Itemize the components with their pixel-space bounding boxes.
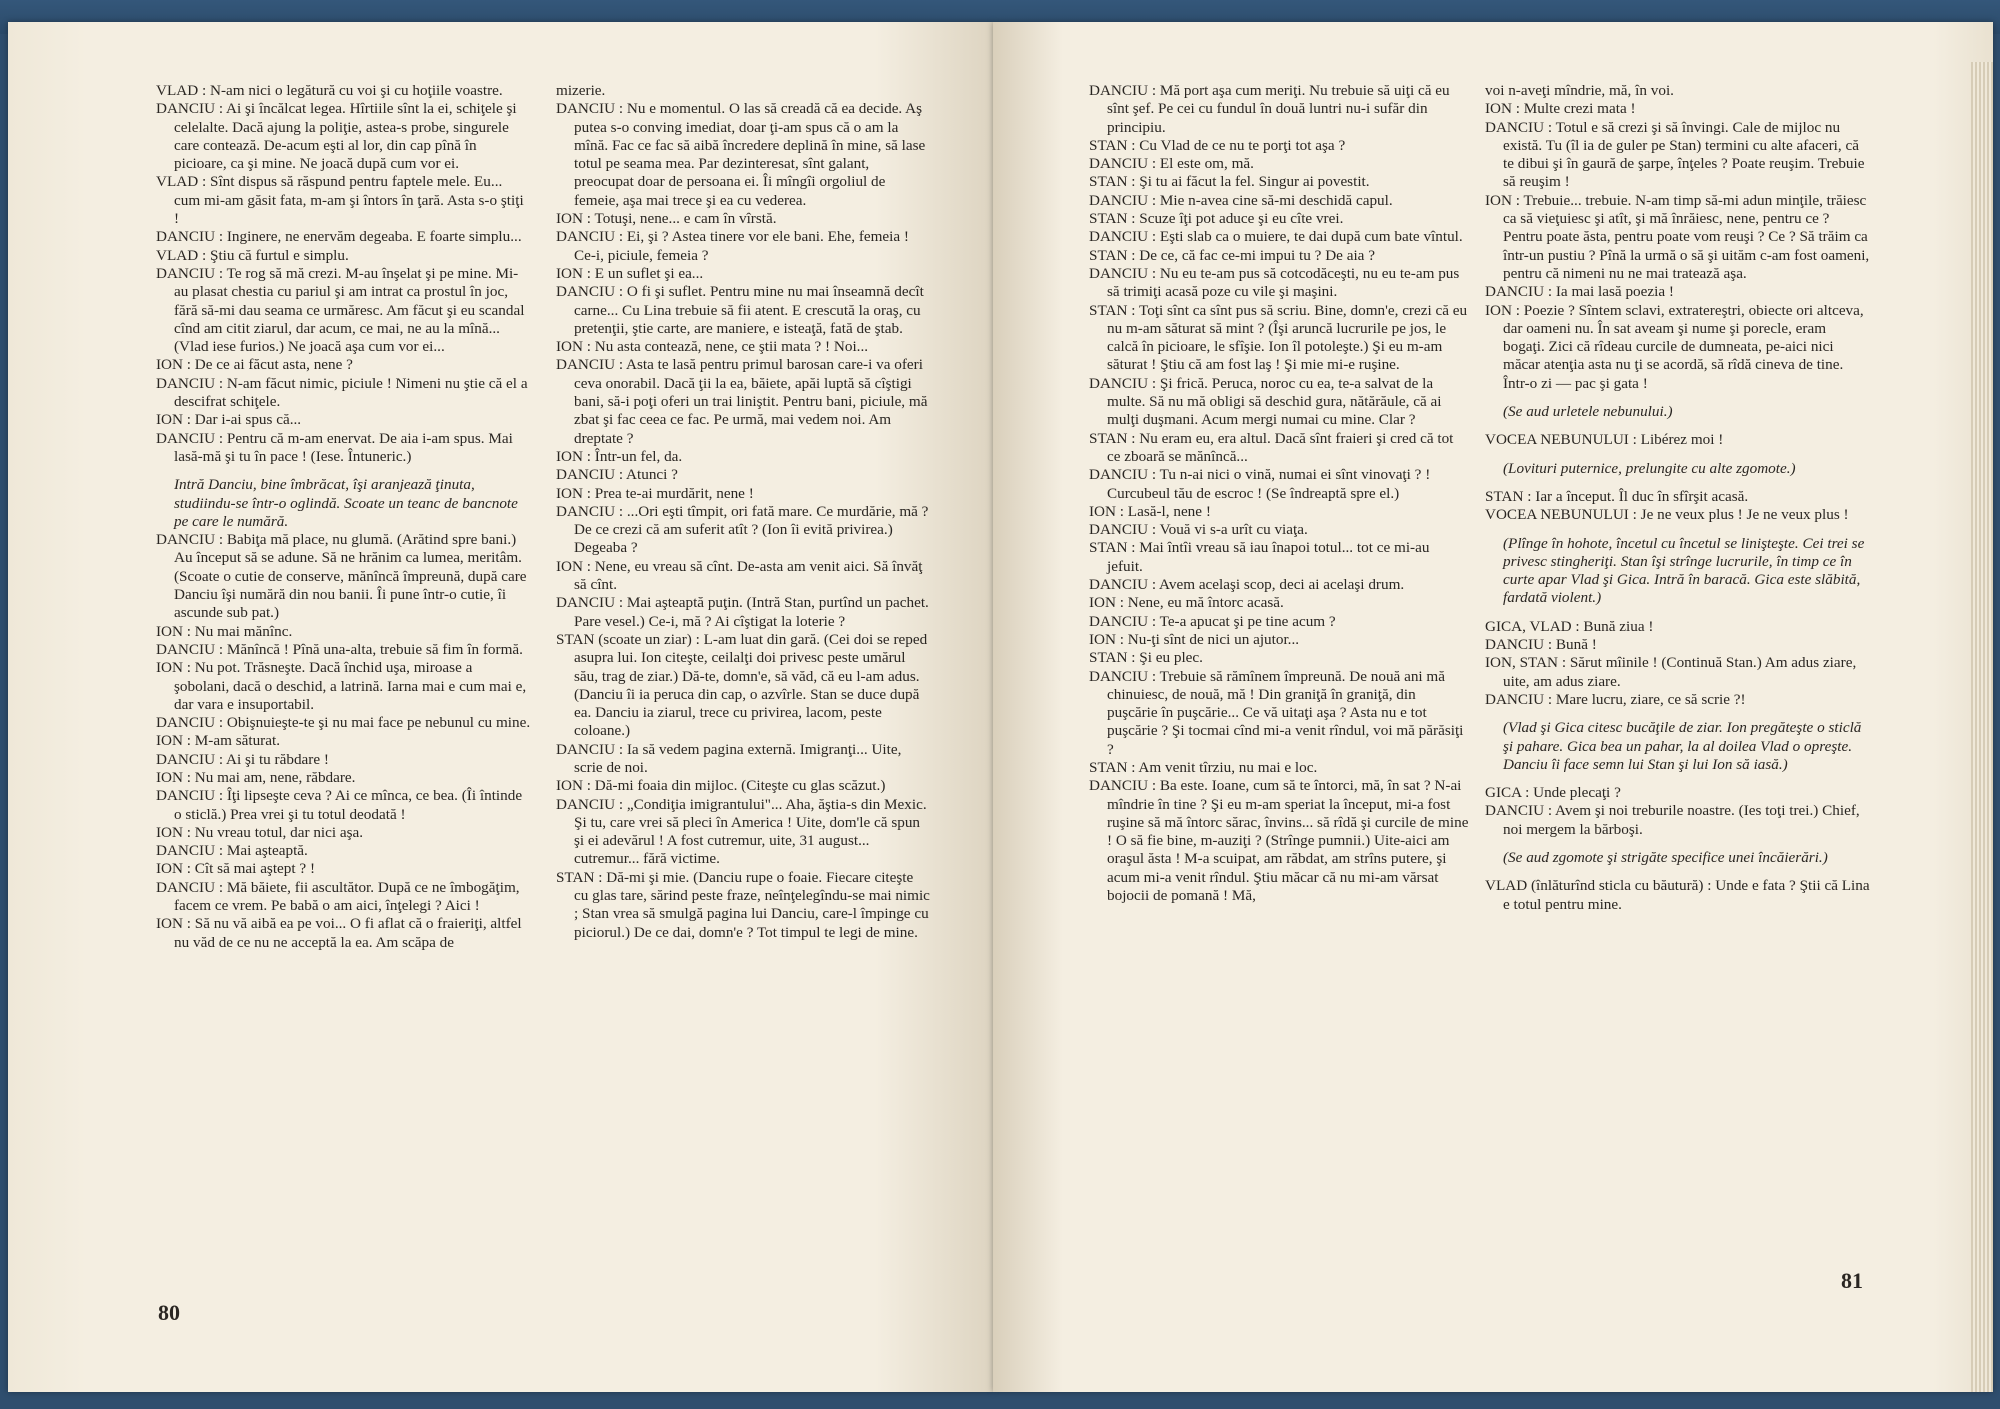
text-line: VOCEA NEBUNULUI : Libérez moi ! xyxy=(1485,431,1724,449)
text-line: (Vlad şi Gica citesc bucăţile de ziar. Ion pregăteşte o sticlă şi pahare. Gica bea un pahar, la al doilea Vlad o opreşte. Danciu îi face semn lui Stan şi lui Ion să iasă.) xyxy=(1503,719,1862,773)
text-line: ION : Nu pot. Trăsneşte. Dacă închid uşa, miroase a şobolani, dacă o deschid, a latrină. Iarna mai e cum mai e, dar vara e insuportabil. xyxy=(156,659,527,713)
text-line: DANCIU : Mai aşteaptă puţin. (Intră Stan, purtînd un pachet. Pare vesel.) Ce-i, mă ? Ai cîştigat la loterie ? xyxy=(556,594,929,630)
text-line: ION : Nene, eu vreau să cînt. De-asta am venit aici. Să învăţ să cînt. xyxy=(556,557,923,594)
text-line: ION : Nu asta contează, nene, ce ştii mata ? ! Noi... xyxy=(556,338,869,356)
text-line: ION : Lasă-l, nene ! xyxy=(1089,502,1211,520)
text-line: VOCEA NEBUNULUI : Je ne veux plus ! Je ne veux plus ! xyxy=(1485,506,1849,524)
page-number-left: 80 xyxy=(158,1300,180,1325)
text-line: GICA : Unde plecaţi ? xyxy=(1485,784,1621,802)
text-line: DANCIU : Avem şi noi treburile noastre. (Ies toţi trei.) Chief, noi mergem la bărboşi. xyxy=(1485,802,1860,838)
text-line: STAN : Mai întîi vreau să iau înapoi totul... tot ce mi-au jefuit. xyxy=(1089,539,1430,575)
text-line: DANCIU : Mai aşteaptă. xyxy=(156,842,308,860)
text-line: STAN (scoate un ziar) : L-am luat din gară. (Cei doi se reped asupra lui. Ion citeşte, ceilalţi doi privesc peste umărul său, trag de ziar.) Dă-te, domn'e, să văd, că eu l-am adus. (Danciu îi ia peruca din cap, o azvîrle. Stan se duce după ea. Danciu ia ziarul, trece cu privirea, lacom, peste coloane.) xyxy=(556,630,928,740)
text-line: VLAD : N-am nici o legătură cu voi şi cu hoţiile voastre. xyxy=(156,82,503,99)
text-line: DANCIU : El este om, mă. xyxy=(1089,155,1254,173)
right-page-column-1 xyxy=(1089,82,1469,905)
text-line: STAN : Şi tu ai făcut la fel. Singur ai povestit. xyxy=(1089,173,1370,191)
text-line: mizerie. xyxy=(556,82,606,99)
text-line: DANCIU : Vouă vi s-a urît cu viaţa. xyxy=(1089,521,1308,539)
text-line: DANCIU : Şi frică. Peruca, noroc cu ea, te-a salvat de la multe. Să nu mă obligi să deschid gura, nătărăule, că ai mulţi duşmani. Acum mergi numai cu mine. Clar ? xyxy=(1089,374,1442,429)
text-line: STAN : Scuze îţi pot aduce şi eu cîte vrei. xyxy=(1089,210,1344,228)
text-line: VLAD (înlăturînd sticla cu băutură) : Unde e fata ? Ştii că Lina e totul pentru mine. xyxy=(1485,877,1870,913)
text-line: STAN : Toţi sînt ca sînt pus să scriu. Bine, domn'e, crezi că eu nu m-am săturat să mint ? (Îşi aruncă lucrurile pe jos, le calcă în picioare, le sfîşie. Ion îl potoleşte.) Şi eu m-am săturat ! Ştiu că am fost laş ! Şi mie mi-e ruşine. xyxy=(1089,301,1468,374)
text-line: DANCIU : Ai şi încălcat legea. Hîrtiile sînt la ei, schiţele şi celelalte. Dacă ajung la poliţie, astea-s probe, singurele care contează. De-acum eşti al lor, din cap pînă în picioare, ca şi mine. Ne joacă după cum vor ei. xyxy=(156,100,517,173)
left-page-column-2 xyxy=(556,82,931,942)
text-line: DANCIU : Inginere, ne enervăm degeaba. E foarte simplu... xyxy=(156,228,522,246)
text-line: voi n-aveţi mîndrie, mă, în voi. xyxy=(1485,82,1674,99)
text-line: DANCIU : Eşti slab ca o muiere, te dai după cum bate vîntul. xyxy=(1089,228,1463,246)
text-line: ION : Să nu vă aibă ea pe voi... O fi aflat că o fraieriţi, altfel nu văd de ce nu ne acceptă la ea. Am scăpa de xyxy=(156,915,522,951)
text-line: DANCIU : Te-a apucat şi pe tine acum ? xyxy=(1089,612,1336,630)
text-line: DANCIU : Nu e momentul. O las să creadă că ea decide. Aş putea s-o conving imediat, doar ţi-am spus că o am la mînă. Fac ce fac să aibă încredere deplină în mine, să lase totul pe seama mea. Par dezinteresat, sînt galant, preocupat doar de persoana ei. Îi mîngîi orgoliul de femeie, aşa mai trece şi ea cu vederea. xyxy=(556,100,926,209)
text-line: ION : Dă-mi foaia din mijloc. (Citeşte cu glas scăzut.) xyxy=(556,777,886,795)
text-line: ION : Cît să mai aştept ? ! xyxy=(156,860,316,878)
text-line: STAN : Iar a început. Îl duc în sfîrşit acasă. xyxy=(1485,487,1749,505)
text-line: DANCIU : O fi şi suflet. Pentru mine nu mai înseamnă decît carne... Cu Lina trebuie să fii atent. E crescută la oraş, cu pretenţii, ştie carte, are maniere, e isteaţă, fată de ştab. xyxy=(556,283,924,337)
text-line: Intră Danciu, bine îmbrăcat, îşi aranjează ţinuta, studiindu-se într-o oglindă. Scoate un teanc de bancnote pe care le numără. xyxy=(174,476,518,530)
text-line: DANCIU : Trebuie să rămînem împreună. De nouă ani mă chinuiesc, de nouă, mă ! Din graniţă în graniţă, din puşcărie în puşcărie... Ce vă uitaţi aşa ? Asta nu e tot puşcărie ? Şi tocmai cînd mi-a venit rîndul, voi mă părăsiţi ? xyxy=(1089,667,1464,758)
text-line: DANCIU : Ai şi tu răbdare ! xyxy=(156,750,329,768)
right-page-column-2 xyxy=(1485,82,1870,914)
text-line: VLAD : Ştiu că furtul e simplu. xyxy=(156,246,349,264)
text-line: DANCIU : Avem acelaşi scop, deci ai acelaşi drum. xyxy=(1089,576,1405,594)
text-line: VLAD : Sînt dispus să răspund pentru faptele mele. Eu... cum mi-am găsit fata, m-am şi întors în ţară. Asta s-o ştiţi ! xyxy=(156,173,524,228)
text-line: DANCIU : Mănîncă ! Pînă una-alta, trebuie să fim în formă. xyxy=(156,640,523,658)
text-line: DANCIU : Mie n-avea cine să-mi deschidă capul. xyxy=(1089,191,1393,209)
text-line: DANCIU : ...Ori eşti tîmpit, ori fată mare. Ce murdărie, mă ? De ce crezi că am suferit atît ? (Ion îi evită privirea.) Degeaba ? xyxy=(556,502,929,557)
text-line: STAN : Dă-mi şi mie. (Danciu rupe o foaie. Fiecare citeşte cu glas tare, sărind peste fraze, neînţelegîndu-se mai nimic ; Stan vrea să smulgă pagina lui Danciu, care-l împinge cu piciorul.) De ce dai, domn'e ? Tot timpul te legi de mine. xyxy=(556,868,930,941)
text-line: DANCIU : Mă băiete, fii ascultător. După ce ne îmbogăţim, facem ce vrem. Pe babă o am aici, înţelegi ? Aici ! xyxy=(156,878,520,915)
text-line: STAN : Am venit tîrziu, nu mai e loc. xyxy=(1089,758,1318,776)
text-line: (Se aud urletele nebunului.) xyxy=(1503,403,1673,421)
text-line: ION : Nu vreau totul, dar nici aşa. xyxy=(156,823,364,841)
text-line: DANCIU : Babiţa mă place, nu glumă. (Arătind spre bani.) Au început să se adune. Să ne hrănim ca lumea, meritâm. (Scoate o cutie de conserve, mănîncă împreună, după care Danciu îşi numără din nou banii. Îi pune într-o cutie, îi ascunde sub pat.) xyxy=(156,531,527,622)
page-number-right: 81 xyxy=(1841,1268,1863,1293)
text-line: ION : Nene, eu mă întorc acasă. xyxy=(1089,594,1284,612)
text-line: DANCIU : Obişnuieşte-te şi nu mai face pe nebunul cu mine. xyxy=(156,714,531,732)
text-line: ION : Nu-ţi sînt de nici un ajutor... xyxy=(1089,630,1300,648)
left-page-column-1 xyxy=(156,82,531,952)
text-line: ION : Dar i-ai spus că... xyxy=(156,411,302,429)
text-line: DANCIU : Ei, şi ? Astea tinere vor ele bani. Ehe, femeia ! Ce-i, piciule, femeia ? xyxy=(556,228,909,264)
text-line: DANCIU : Îţi lipseşte ceva ? Ai ce mînca, ce bea. (Îi întinde o sticlă.) Prea vrei şi tu totul deodată ! xyxy=(156,787,523,823)
text-line: ION : Prea te-ai murdărit, nene ! xyxy=(556,484,754,502)
text-line: ION : Poezie ? Sîntem sclavi, extratereştri, obiecte ori altceva, dar oameni nu. În sat aveam şi nume şi porecle, eram bogaţi. Zici că rîdeau curcile de dumneata, pe-aici nici măcar atenţia asta nu ţi se acordă, să rîdă cineva de tine. Într-o zi — pac şi gata ! xyxy=(1485,301,1864,392)
text-line: ION : Într-un fel, da. xyxy=(556,447,683,465)
text-line: DANCIU : Asta te lasă pentru primul barosan care-i va oferi ceva onorabil. Dacă ţii la ea, băiete, apăi luptă să cîştigi bani, să-i poţi oferi un trai liniştit. Pentru bani, piciule, mă zbat şi fac ceea ce fac. Pe urmă, mai vedem noi. Am dreptate ? xyxy=(556,356,928,447)
right-page xyxy=(993,22,1993,1392)
text-line: DANCIU : Ia mai lasă poezia ! xyxy=(1485,283,1674,301)
text-line: ION : M-am săturat. xyxy=(156,732,280,750)
text-line: DANCIU : Atunci ? xyxy=(556,466,678,484)
page-edges xyxy=(1971,62,1993,1392)
text-line: DANCIU : Nu eu te-am pus să cotcodăceşti, nu eu te-am pus să trimiţi acasă poze cu vile şi maşini. xyxy=(1089,264,1460,301)
text-line: ION : De ce ai făcut asta, nene ? xyxy=(156,356,353,374)
text-line: ION : E un suflet şi ea... xyxy=(556,264,704,282)
left-page xyxy=(8,22,993,1392)
text-line: (Plînge în hohote, încetul cu încetul se linişteşte. Cei trei se privesc stingheriţi. Stan îşi strînge lucrurile, în timp ce în curte apar Vlad şi Gica. Intră în baracă. Gica este slăbită, fardată violent.) xyxy=(1503,534,1865,607)
text-line: ION : Trebuie... trebuie. N-am timp să-mi adun minţile, trăiesc ca să vieţuiesc şi atît, şi mă înrăiesc, nene, pentru ce ? Pentru poate ăsta, pentru poate vom reuşi ? Ce ? Să trăim ca într-un pustiu ? Pînă la urmă o să şi uităm c-am fost oameni, pentru că nimeni nu ne mai tratează aşa. xyxy=(1485,191,1870,282)
text-line: STAN : Cu Vlad de ce nu te porţi tot aşa ? xyxy=(1089,136,1346,154)
text-line: DANCIU : Totul e să crezi şi să învingi. Cale de mijloc nu există. Tu (îl ia de guler pe Stan) termini cu alte afaceri, că te dibui şi în gaură de şarpe, înţeles ? Poate reuşim. Trebuie să reuşim ! xyxy=(1485,118,1865,191)
text-line: DANCIU : Bună ! xyxy=(1485,636,1597,654)
text-line: ION : Multe crezi mata ! xyxy=(1485,100,1636,118)
text-line: GICA, VLAD : Bună ziua ! xyxy=(1485,617,1654,635)
text-line: ION : Nu mai mănînc. xyxy=(156,622,293,640)
text-line: DANCIU : Ia să vedem pagina externă. Imigranţi... Uite, scrie de noi. xyxy=(556,740,902,776)
text-line: (Lovituri puternice, prelungite cu alte zgomote.) xyxy=(1503,459,1796,477)
text-line: STAN : De ce, că fac ce-mi impui tu ? De aia ? xyxy=(1089,246,1375,264)
text-line: STAN : Şi eu plec. xyxy=(1089,649,1203,667)
text-line: DANCIU : Mă port aşa cum meriţi. Nu trebuie să uiţi că eu sînt şef. Pe cei cu fundul în două luntri nu-i sufăr din principiu. xyxy=(1089,82,1450,136)
text-line: (Se aud zgomote şi strigăte specifice unei încăierări.) xyxy=(1503,848,1828,866)
text-line: ION : Totuşi, nene... e cam în vîrstă. xyxy=(556,210,777,228)
text-line: ION, STAN : Sărut mîinile ! (Continuă Stan.) Am adus ziare, uite, am adus ziare. xyxy=(1485,654,1857,690)
text-line: DANCIU : Te rog să mă crezi. M-au înşelat şi pe mine. Mi-au plasat chestia cu pariul şi am intrat ca prostul în joc, fără să-mi dau seama ce urmăresc. Am făcut şi eu scandal cînd am citit ziarul, dar acum, ce mai, ne au la mînă... (Vlad iese furios.) Ne joacă aşa cum vor ei... xyxy=(156,264,525,356)
text-line: DANCIU : N-am făcut nimic, piciule ! Nimeni nu ştie că el a descifrat schiţele. xyxy=(156,374,528,411)
text-line: STAN : Nu eram eu, era altul. Dacă sînt fraieri şi cred că tot ce zboară se mănîncă... xyxy=(1089,429,1454,465)
text-line: DANCIU : Pentru că m-am enervat. De aia i-am spus. Mai lasă-mă şi tu în pace ! (Iese. Întuneric.) xyxy=(156,429,513,465)
text-line: ION : Nu mai am, nene, răbdare. xyxy=(156,768,356,786)
text-line: DANCIU : Ba este. Ioane, cum să te întorci, mă, în sat ? N-ai mîndrie în tine ? Şi eu m-am speriat la început, mi-a fost ruşine să mă întorc sărac, învins... să rîdă şi curcile de mine ! O să fie bine, m-auziţi ? (Strînge pumnii.) Uite-aici am oraşul ăsta ! M-a scuipat, am răbdat, am strîns putere, şi acum mi-a venit rîndul. Ştiu măcar că nu mi-am vărsat bojocii de pomană ! Mă, xyxy=(1089,777,1469,905)
text-line: DANCIU : „Condiţia imigrantului"... Aha, ăştia-s din Mexic. Şi tu, care vrei să pleci în America ! Uite, dom'le că spun şi ei adevărul ! A fost cutremur, uite, 31 august... cutremur... fără victime. xyxy=(556,795,927,868)
text-line: DANCIU : Tu n-ai nici o vină, numai ei sînt vinovaţi ? ! Curcubeul tău de escroc ! (Se îndreaptă spre el.) xyxy=(1089,466,1431,502)
text-line: DANCIU : Mare lucru, ziare, ce să scrie ?! xyxy=(1485,690,1746,708)
